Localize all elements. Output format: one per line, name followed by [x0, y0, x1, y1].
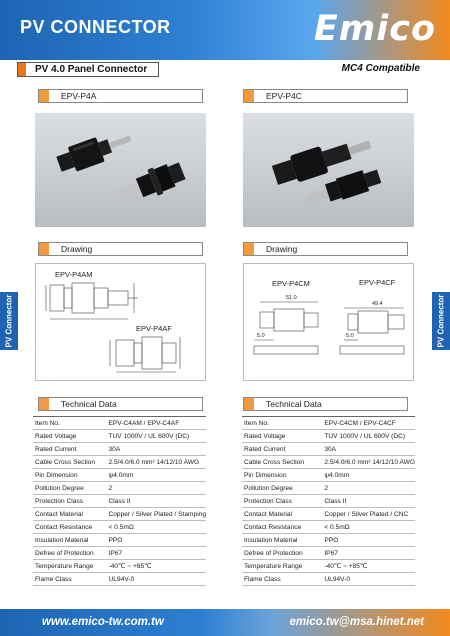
page-title: PV CONNECTOR — [20, 17, 171, 37]
connector-photo-illustration — [35, 113, 206, 227]
spec-row — [33, 508, 206, 521]
spec-row — [242, 456, 415, 469]
side-tab-label: PV Connector — [4, 294, 14, 348]
spec-value: UL94V-0 — [107, 573, 207, 586]
spec-row — [33, 417, 206, 430]
drawing-caption-bottom: EPV-P4AF — [136, 324, 172, 333]
spec-key: Pollution Degree — [33, 482, 107, 495]
spec-value: -40℃ ~ +85℃ — [322, 560, 415, 573]
spec-key: Contact Material — [242, 508, 322, 521]
spec-key: Defree of Protection — [242, 547, 322, 560]
spec-key: Flame Class — [33, 573, 107, 586]
dimension-small-right: 5.0 — [346, 333, 354, 339]
spec-key: Temperature Range — [242, 560, 322, 573]
spec-row — [242, 469, 415, 482]
spec-value: TUV 1000V / UL 600V (DC) — [322, 430, 415, 443]
spec-value: IP67 — [322, 547, 415, 560]
spec-row — [33, 547, 206, 560]
technical-data-label-left — [38, 397, 203, 411]
technical-data-label-right — [243, 397, 408, 411]
spec-value: Copper / Silver Plated / CNC — [322, 508, 415, 521]
orange-marker — [39, 243, 49, 255]
connector-line-drawing — [36, 264, 207, 382]
drawing-caption-left: EPV-P4CM — [272, 279, 310, 288]
spec-table-left — [33, 416, 206, 586]
spec-value: Class II — [322, 495, 415, 508]
technical-drawing-left — [35, 263, 206, 381]
spec-key: Insulation Material — [33, 534, 107, 547]
spec-row — [242, 560, 415, 573]
drawing-label-right — [243, 242, 408, 256]
connector-line-drawing — [244, 264, 415, 382]
spec-row — [242, 430, 415, 443]
spec-row — [242, 521, 415, 534]
spec-key: Pollution Degree — [242, 482, 322, 495]
spec-value: PPO — [107, 534, 207, 547]
spec-key: Temperature Range — [33, 560, 107, 573]
spec-value: IP67 — [107, 547, 207, 560]
product-title: PV 4.0 Panel Connector — [35, 64, 148, 75]
spec-value: ψ4.0mm — [107, 469, 207, 482]
dimension-right: 49.4 — [372, 301, 383, 307]
spec-row — [242, 495, 415, 508]
side-tab-label: PV Connector — [436, 294, 446, 348]
model-label-right — [243, 89, 408, 103]
spec-key: Item No. — [33, 417, 107, 430]
spec-key: Cable Cross Section — [33, 456, 107, 469]
orange-marker — [39, 398, 49, 410]
spec-key: Rated Current — [242, 443, 322, 456]
side-tab-left — [0, 292, 18, 350]
spec-key: Protection Class — [242, 495, 322, 508]
spec-row — [33, 534, 206, 547]
spec-key: Rated Voltage — [33, 430, 107, 443]
spec-row — [33, 456, 206, 469]
spec-row — [33, 573, 206, 586]
spec-value: UL94V-0 — [322, 573, 415, 586]
spec-row — [242, 417, 415, 430]
spec-row — [242, 534, 415, 547]
drawing-label-left — [38, 242, 203, 256]
spec-value: 2.5/4.0/6.0 mm² 14/12/10 AWG — [322, 456, 415, 469]
spec-row — [242, 508, 415, 521]
spec-value: EPV-C4AM / EPV-C4AF — [107, 417, 207, 430]
technical-drawing-right — [243, 263, 414, 381]
spec-row — [242, 443, 415, 456]
spec-row — [33, 469, 206, 482]
spec-key: Protection Class — [33, 495, 107, 508]
connector-photo-illustration — [243, 113, 414, 227]
spec-row — [33, 521, 206, 534]
spec-value: TUV 1000V / UL 600V (DC) — [107, 430, 207, 443]
drawing-heading: Drawing — [61, 244, 93, 254]
spec-key: Contact Resistance — [33, 521, 107, 534]
spec-value: ψ4.0mm — [322, 469, 415, 482]
orange-marker — [39, 90, 49, 102]
spec-value: 2.5/4.0/6.0 mm² 14/12/10 AWG — [107, 456, 207, 469]
spec-value: -40℃ ~ +85℃ — [107, 560, 207, 573]
spec-key: Rated Voltage — [242, 430, 322, 443]
drawing-caption-right: EPV-P4CF — [359, 278, 396, 287]
technical-data-heading: Technical Data — [266, 399, 322, 409]
spec-key: Cable Cross Section — [242, 456, 322, 469]
side-tab-right — [432, 292, 450, 350]
page-footer — [0, 609, 450, 636]
emico-logo: Emico — [313, 9, 436, 49]
spec-key: Contact Material — [33, 508, 107, 521]
spec-value: PPO — [322, 534, 415, 547]
drawing-caption-top: EPV-P4AM — [55, 270, 93, 279]
spec-key: Insulation Material — [242, 534, 322, 547]
spec-row — [33, 430, 206, 443]
drawing-heading: Drawing — [266, 244, 298, 254]
spec-table-right — [242, 416, 415, 586]
orange-marker — [244, 90, 254, 102]
product-photo-right — [243, 113, 414, 227]
spec-key: Rated Current — [33, 443, 107, 456]
spec-key: Contact Resistance — [242, 521, 322, 534]
compatibility-note: MC4 Compatible — [341, 63, 420, 74]
dimension-small-left: 5.0 — [257, 333, 265, 339]
spec-value: Class II — [107, 495, 207, 508]
spec-value: < 0.5mΩ — [107, 521, 207, 534]
spec-value: < 0.5mΩ — [322, 521, 415, 534]
dimension-left: 51.0 — [286, 295, 297, 301]
model-name: EPV-P4C — [266, 91, 302, 101]
spec-row — [33, 482, 206, 495]
email-link[interactable]: emico.tw@msa.hinet.net — [289, 616, 424, 628]
orange-marker — [244, 398, 254, 410]
spec-value: 30A — [322, 443, 415, 456]
product-title-box — [17, 62, 159, 77]
spec-key: Defree of Protection — [33, 547, 107, 560]
spec-value: 30A — [107, 443, 207, 456]
product-photo-left — [35, 113, 206, 227]
orange-marker — [18, 63, 26, 76]
spec-row — [33, 560, 206, 573]
spec-key: Item No. — [242, 417, 322, 430]
orange-marker — [244, 243, 254, 255]
spec-row — [33, 495, 206, 508]
spec-value: 2 — [107, 482, 207, 495]
spec-row — [242, 482, 415, 495]
spec-key: Flame Class — [242, 573, 322, 586]
technical-data-heading: Technical Data — [61, 399, 117, 409]
spec-row — [33, 443, 206, 456]
spec-key: Pin Dimension — [33, 469, 107, 482]
spec-key: Pin Dimension — [242, 469, 322, 482]
spec-row — [242, 573, 415, 586]
page-header — [0, 0, 450, 60]
spec-row — [242, 547, 415, 560]
model-label-left — [38, 89, 203, 103]
spec-value: 2 — [322, 482, 415, 495]
model-name: EPV-P4A — [61, 91, 97, 101]
spec-value: EPV-C4CM / EPV-C4CF — [322, 417, 415, 430]
website-link[interactable]: www.emico-tw.com.tw — [42, 616, 164, 628]
spec-value: Copper / Silver Plated / Stamping — [107, 508, 207, 521]
